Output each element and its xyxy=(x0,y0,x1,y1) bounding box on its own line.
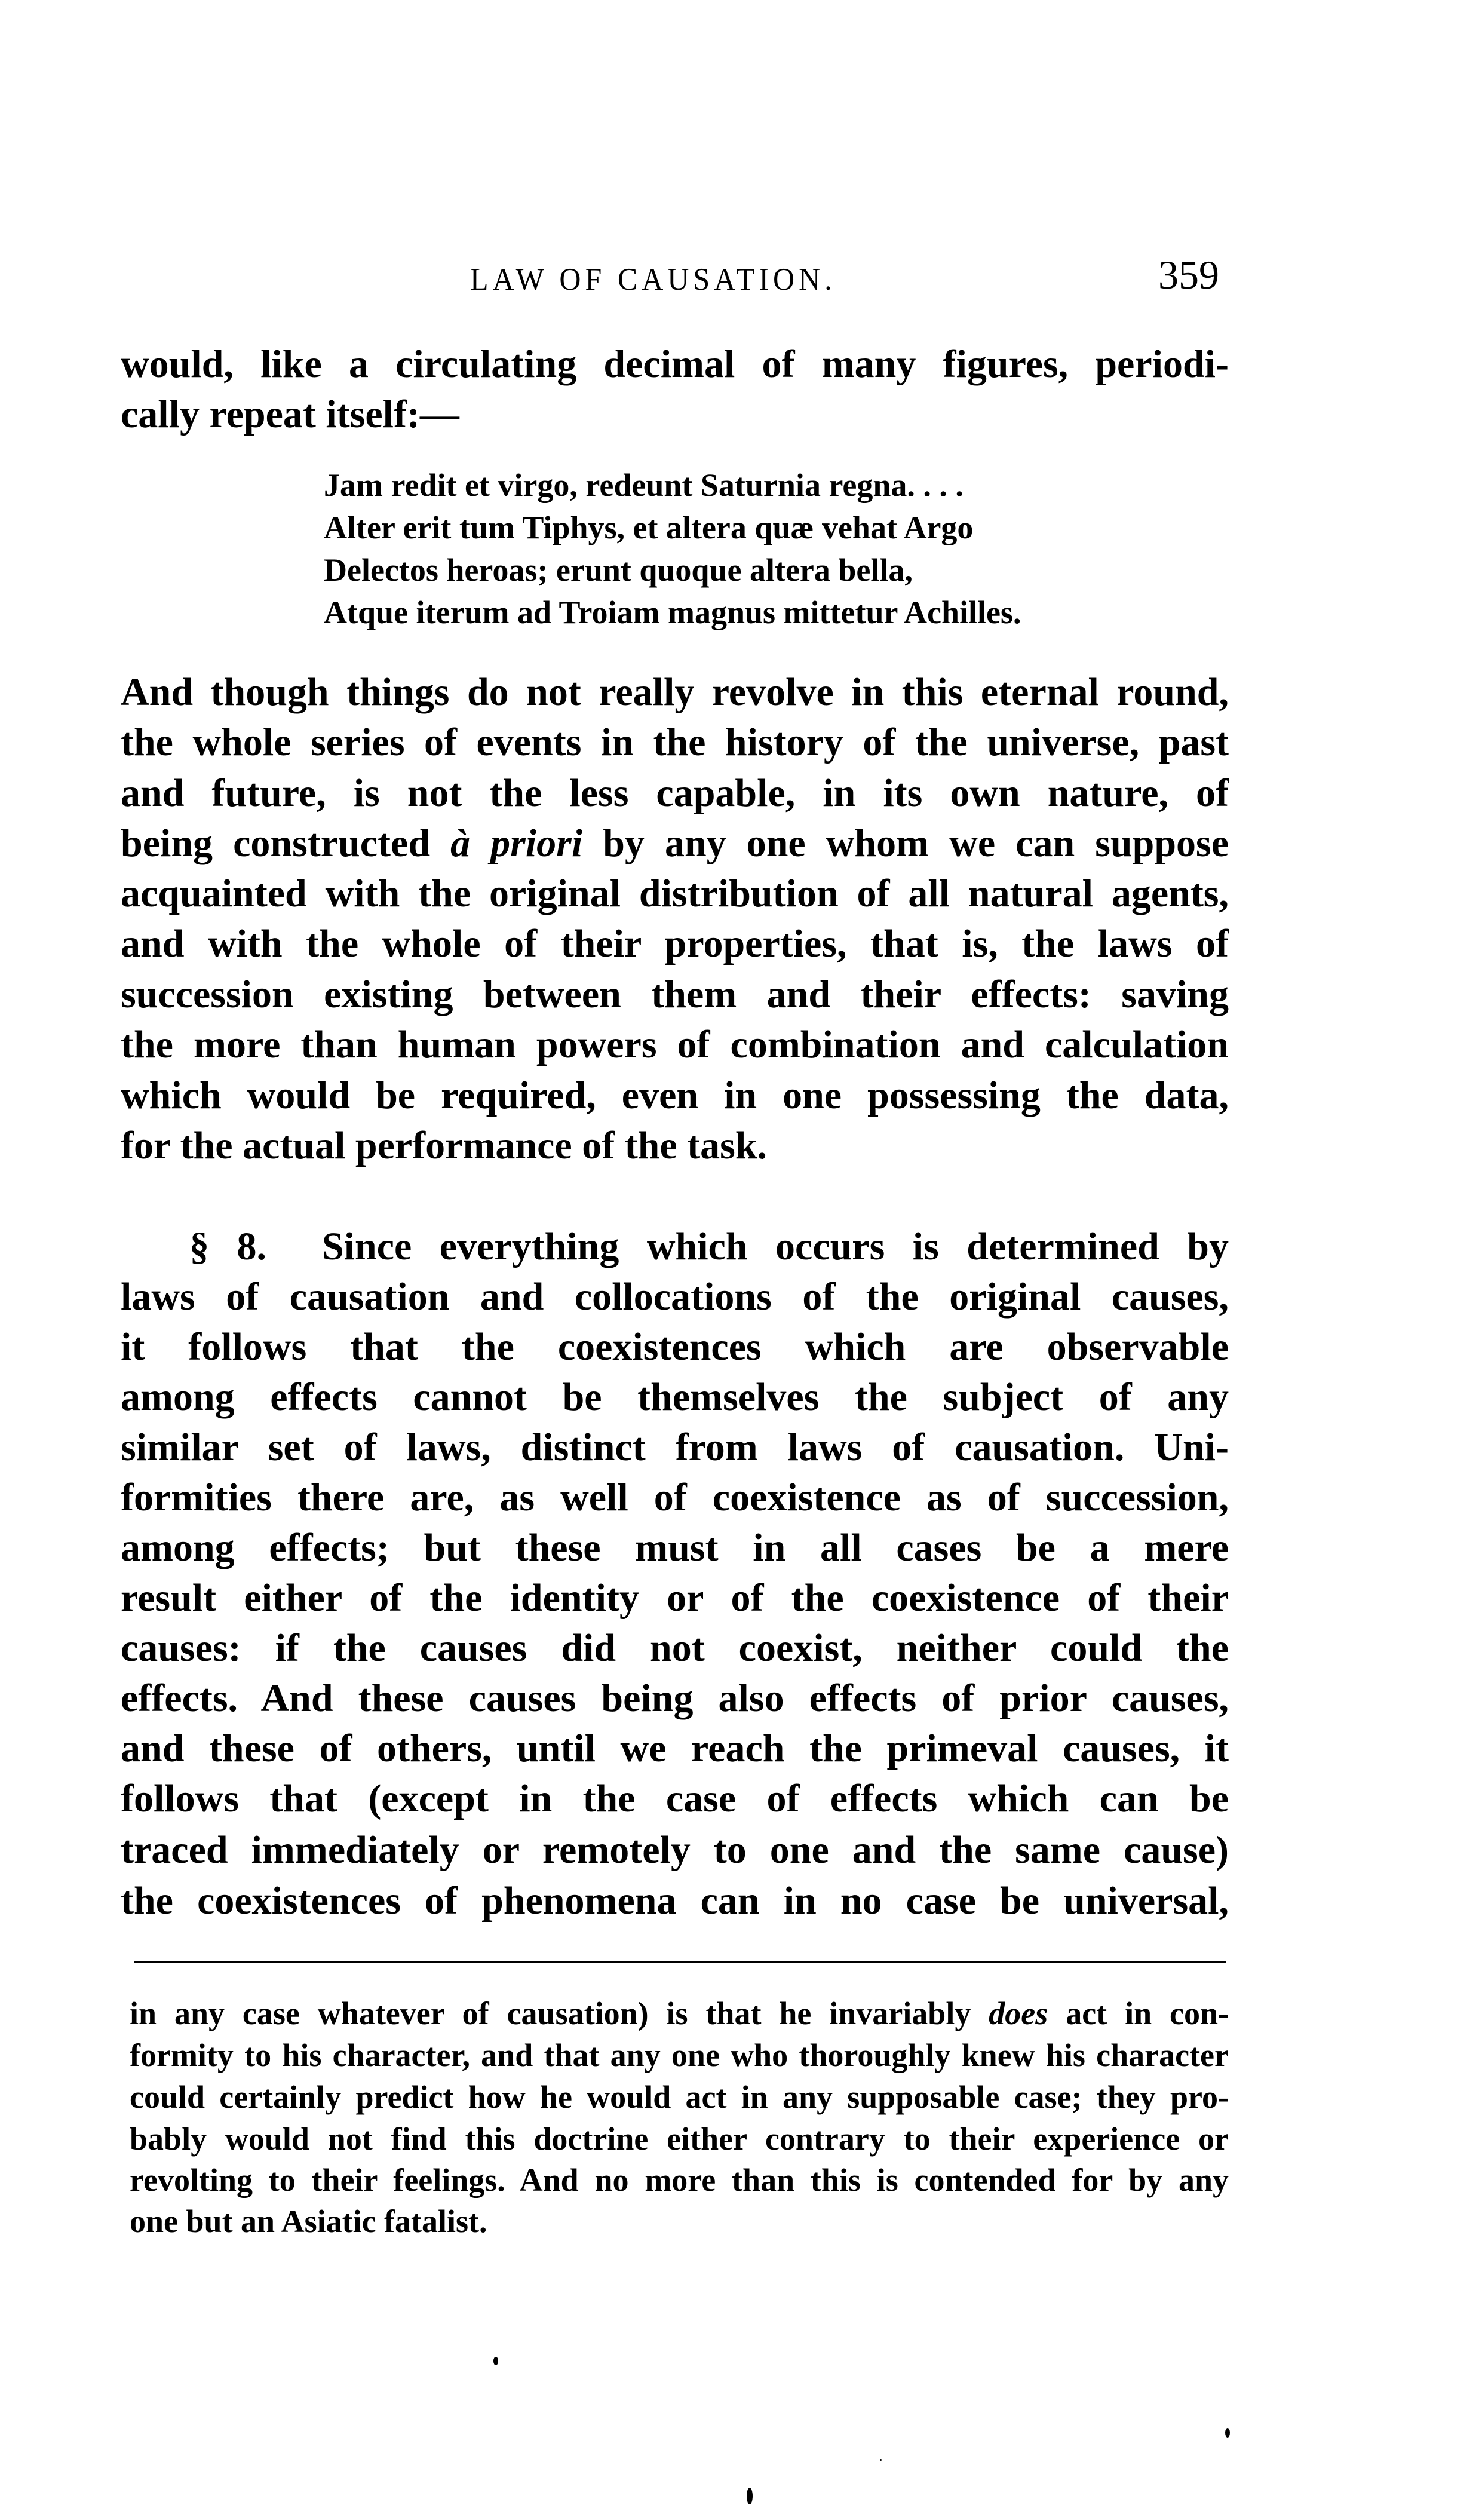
body-line: among effects cannot be themselves the subject of any xyxy=(121,1375,1229,1419)
text-span: in any case whatever of causation) is that he invariably xyxy=(130,1995,971,2031)
body-line: the coexistences of phenomena can in no case be universal, xyxy=(121,1879,1229,1923)
text-span: Since everything which occurs is determined by xyxy=(321,1225,1229,1268)
body-line: and these of others, until we reach the primeval causes, it xyxy=(121,1727,1229,1770)
body-line: formities there are, as well of coexistence as of succession, xyxy=(121,1476,1229,1519)
body-line: and future, is not the less capable, in its own nature, of xyxy=(121,771,1229,815)
scan-speck xyxy=(1225,2428,1230,2438)
body-line: for the actual performance of the task. xyxy=(121,1124,768,1167)
body-line: similar set of laws, distinct from laws of causation. Uni- xyxy=(121,1425,1229,1469)
footnote-line: could certainly predict how he would act in any supposable case; they pro- xyxy=(130,2079,1229,2115)
footnote-line: one but an Asiatic fatalist. xyxy=(130,2203,487,2239)
footnote-line: revolting to their feelings. And no more than this is contended for by any xyxy=(130,2162,1229,2198)
body-line xyxy=(189,1222,1229,1272)
running-title: LAW OF CAUSATION. xyxy=(470,261,836,297)
body-line: it follows that the coexistences which are observable xyxy=(121,1325,1229,1369)
body-line: traced immediately or remotely to one and the same cause) xyxy=(121,1828,1229,1872)
body-line: succession existing between them and their effects: saving xyxy=(121,973,1229,1016)
verse-line: Jam redit et virgo, redeunt Saturnia regna. . . . xyxy=(324,467,964,503)
body-line: the more than human powers of combination and calculation xyxy=(121,1023,1229,1066)
body-line: result either of the identity or of the coexistence of their xyxy=(121,1576,1229,1620)
section-mark: § 8. xyxy=(189,1225,266,1268)
italic-phrase: à priori xyxy=(450,821,583,865)
body-line xyxy=(121,818,1229,869)
footnote-line: formity to his character, and that any one who thoroughly knew his character xyxy=(130,2037,1229,2073)
text-span: being constructed xyxy=(121,821,431,865)
body-line: laws of causation and collocations of the original causes, xyxy=(121,1275,1229,1319)
verse-line: Delectos heroas; erunt quoque altera bella, xyxy=(324,552,913,588)
italic-word: does xyxy=(989,1995,1048,2031)
verse-line: Atque iterum ad Troiam magnus mittetur Achilles. xyxy=(324,594,1021,630)
verse-line: Alter erit tum Tiphys, et altera quæ vehat Argo xyxy=(324,510,974,545)
page-number: 359 xyxy=(1158,252,1219,298)
body-line: effects. And these causes being also effects of prior causes, xyxy=(121,1676,1229,1720)
body-line: among effects; but these must in all cases be a mere xyxy=(121,1526,1229,1569)
scan-speck xyxy=(747,2488,753,2504)
body-line: follows that (except in the case of effects which can be xyxy=(121,1777,1229,1820)
body-line: would, like a circulating decimal of many figures, periodi- xyxy=(121,342,1229,386)
body-line: which would be required, even in one possessing the data, xyxy=(121,1074,1229,1117)
body-line: cally repeat itself:— xyxy=(121,393,459,436)
running-head xyxy=(121,252,1229,300)
scan-speck xyxy=(493,2357,498,2365)
footnote-line xyxy=(130,1992,1229,2034)
body-line: causes: if the causes did not coexist, neither could the xyxy=(121,1626,1229,1670)
footnote-line: bably would not find this doctrine either contrary to their experience or xyxy=(130,2121,1229,2157)
text-span: act in con- xyxy=(1066,1995,1229,2031)
scan-speck xyxy=(880,2459,882,2461)
body-line: the whole series of events in the history of the universe, past xyxy=(121,721,1229,764)
footnote-rule xyxy=(134,1961,1226,1963)
body-line: And though things do not really revolve in this eternal round, xyxy=(121,670,1229,714)
body-line: acquainted with the original distribution of all natural agents, xyxy=(121,872,1229,915)
text-span: by any one whom we can suppose xyxy=(603,821,1229,865)
body-line: and with the whole of their properties, that is, the laws of xyxy=(121,922,1229,965)
